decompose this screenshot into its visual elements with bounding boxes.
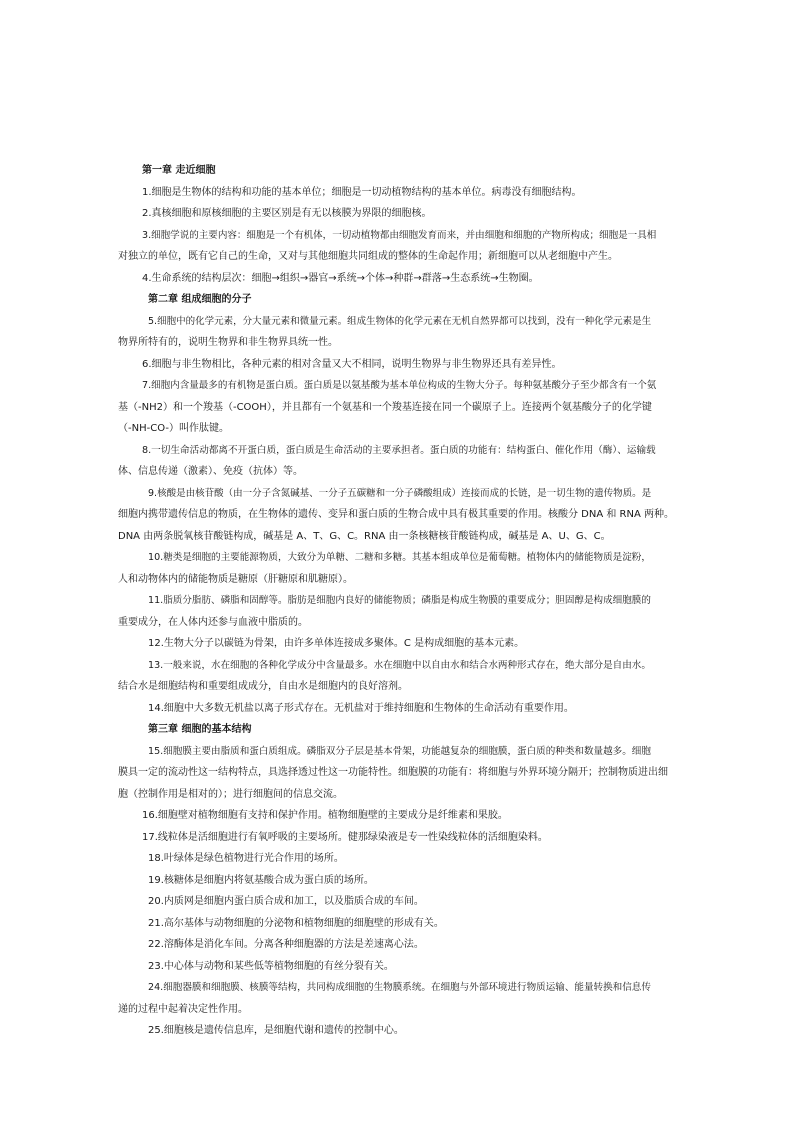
paragraph-14 bbox=[118, 698, 680, 720]
text-line: 膜具一定的流动性这一结构特点，具选择透过性这一功能特性。细胞膜的功能有：将细胞与外界环境分隔开；控制物质进出细 bbox=[118, 767, 668, 778]
text-line: 19.核糖体是细胞内将氨基酸合成为蛋白质的场所。 bbox=[148, 874, 374, 886]
text-line: 重要成分，在人体内还参与血液中脂质的。 bbox=[118, 616, 308, 628]
text-line: 9.核酸是由核苷酸（由一分子含氮碱基、一分子五碳糖和一分子磷酸组成）连接而成的长链，是一切生物的遗传物质。是 bbox=[148, 487, 652, 499]
paragraph-8 bbox=[118, 440, 680, 483]
text-line: 基（-NH2）和一个羧基（-COOH），并且都有一个氨基和一个羧基连接在同一个碳原子上。连接两个氨基酸分子的化学键 bbox=[118, 401, 652, 413]
chapter-heading: 第一章 走近细胞 bbox=[142, 165, 216, 176]
text-line: 12.生物大分子以碳链为骨架，由许多单体连接成多聚体。C 是构成细胞的基本元素。 bbox=[148, 638, 525, 649]
text-line: 人和动物体内的储能物质是糖原（肝糖原和肌糖原）。 bbox=[118, 573, 353, 585]
paragraph-9 bbox=[118, 483, 680, 548]
paragraph-20 bbox=[118, 891, 680, 913]
text-line: 20.内质网是细胞内蛋白质合成和加工，以及脂质合成的车间。 bbox=[148, 896, 424, 907]
text-line: 递的过程中起着决定性作用。 bbox=[118, 1003, 248, 1015]
text-line: 7.细胞内含量最多的有机物是蛋白质。蛋白质是以氨基酸为基本单位构成的生物大分子。每种氨基酸分子至少都含有一个氨 bbox=[142, 380, 657, 391]
text-line: 14.细胞中大多数无机盐以离子形式存在。无机盐对于维持细胞和生物体的生命活动有重要作用。 bbox=[148, 702, 574, 714]
text-line: 11.脂质分脂肪、磷脂和固醇等。脂肪是细胞内良好的储能物质；磷脂是构成生物膜的重要成分；胆固醇是构成细胞膜的 bbox=[148, 595, 651, 606]
paragraph-5 bbox=[118, 311, 680, 354]
paragraph-19 bbox=[118, 870, 680, 892]
paragraph-22 bbox=[118, 934, 680, 956]
paragraph-1 bbox=[118, 182, 680, 204]
text-line: 21.高尔基体与动物细胞的分泌物和植物细胞的细胞壁的形成有关。 bbox=[148, 917, 444, 929]
paragraph-4 bbox=[118, 268, 680, 290]
text-line: 23.中心体与动物和某些低等植物细胞的有丝分裂有关。 bbox=[148, 960, 394, 972]
paragraph-15 bbox=[118, 741, 680, 806]
document-body bbox=[118, 160, 680, 1042]
text-line: 细胞内携带遗传信息的物质，在生物体的遗传、变异和蛋白质的生物合成中具有极其重要的作用。核酸分 DNA 和 RNA 两种。 bbox=[118, 509, 675, 520]
text-line: DNA 由两条脱氧核苷酸链构成，碱基是 A、T、G、C。RNA 由一条核糖核苷酸链构成，碱基是 A、U、G、C。 bbox=[118, 530, 611, 542]
text-line: 结合水是细胞结构和重要组成成分，自由水是细胞内的良好溶剂。 bbox=[118, 681, 408, 692]
paragraph-7 bbox=[118, 375, 680, 440]
text-line: 物界所特有的，说明生物界和非生物界具统一性。 bbox=[118, 337, 338, 348]
paragraph-6 bbox=[118, 354, 680, 376]
paragraph-18 bbox=[118, 848, 680, 870]
text-line: 18.叶绿体是绿色植物进行光合作用的场所。 bbox=[148, 853, 344, 864]
paragraph-12 bbox=[118, 633, 680, 655]
text-line: 5.细胞中的化学元素，分大量元素和微量元素。组成生物体的化学元素在无机自然界都可以找到，没有一种化学元素是生 bbox=[148, 315, 652, 327]
text-line: 6.细胞与非生物相比，各种元素的相对含量又大不相同，说明生物界与非生物界还具有差异性。 bbox=[142, 358, 562, 370]
text-line: 25.细胞核是遗传信息库，是细胞代谢和遗传的控制中心。 bbox=[148, 1025, 404, 1036]
paragraph-17 bbox=[118, 827, 680, 849]
text-line: 10.糖类是细胞的主要能源物质，大致分为单糖、二糖和多糖。其基本组成单位是葡萄糖。植物体内的储能物质是淀粉， bbox=[148, 552, 651, 563]
chapter-heading: 第三章 细胞的基本结构 bbox=[148, 724, 252, 735]
text-line: 8.一切生命活动都离不开蛋白质，蛋白质是生命活动的主要承担者。蛋白质的功能有：结构蛋白、催化作用（酶）、运输载 bbox=[142, 444, 656, 456]
text-line: 15.细胞膜主要由脂质和蛋白质组成。磷脂双分子层是基本骨架，功能越复杂的细胞膜，蛋白质的种类和数量越多。细胞 bbox=[148, 745, 651, 757]
text-line: （-NH-CO-）叫作肽键。 bbox=[118, 423, 229, 434]
text-line: 16.细胞壁对植物细胞有支持和保护作用。植物细胞壁的主要成分是纤维素和果胶。 bbox=[142, 810, 508, 821]
text-line: 4.生命系统的结构层次：细胞→组织→器官→系统→个体→种群→群落→生态系统→生物圈。 bbox=[142, 272, 539, 284]
text-line: 24.细胞器膜和细胞膜、核膜等结构，共同构成细胞的生物膜系统。在细胞与外部环境进行物质运输、能量转换和信息传 bbox=[148, 982, 651, 993]
paragraph-11 bbox=[118, 590, 680, 633]
paragraph-16 bbox=[118, 805, 680, 827]
paragraph-13 bbox=[118, 655, 680, 698]
paragraph-10 bbox=[118, 547, 680, 590]
paragraph-23 bbox=[118, 956, 680, 978]
paragraph-25 bbox=[118, 1020, 680, 1042]
text-line: 17.线粒体是活细胞进行有氧呼吸的主要场所。健那绿染液是专一性染线粒体的活细胞染料。 bbox=[142, 831, 548, 843]
text-line: 1.细胞是生物体的结构和功能的基本单位；细胞是一切动植物结构的基本单位。病毒没有细胞结构。 bbox=[142, 186, 582, 198]
text-line: 体、信息传递（激素）、免疫（抗体）等。 bbox=[118, 466, 303, 477]
chapter-heading: 第二章 组成细胞的分子 bbox=[148, 294, 252, 305]
text-line: 22.溶酶体是消化车间。分离各种细胞器的方法是差速离心法。 bbox=[148, 939, 424, 950]
paragraph-2 bbox=[118, 203, 680, 225]
paragraph-3 bbox=[118, 225, 680, 268]
text-line: 胞（控制作用是相对的）；进行细胞间的信息交流。 bbox=[118, 788, 343, 800]
text-line: 3.细胞学说的主要内容：细胞是一个有机体，一切动植物都由细胞发育而来，并由细胞和细胞的产物所构成；细胞是一具相 bbox=[142, 229, 657, 241]
text-line: 13.一般来说，水在细胞的各种化学成分中含量最多。水在细胞中以自由水和结合水两种形式存在，绝大部分是自由水。 bbox=[148, 659, 651, 671]
text-line: 对独立的单位，既有它自己的生命，又对与其他细胞共同组成的整体的生命起作用；新细胞可以从老细胞中产生。 bbox=[118, 251, 618, 262]
text-line: 2.真核细胞和原核细胞的主要区别是有无以核膜为界限的细胞核。 bbox=[142, 208, 432, 219]
paragraph-24 bbox=[118, 977, 680, 1020]
paragraph-21 bbox=[118, 913, 680, 935]
